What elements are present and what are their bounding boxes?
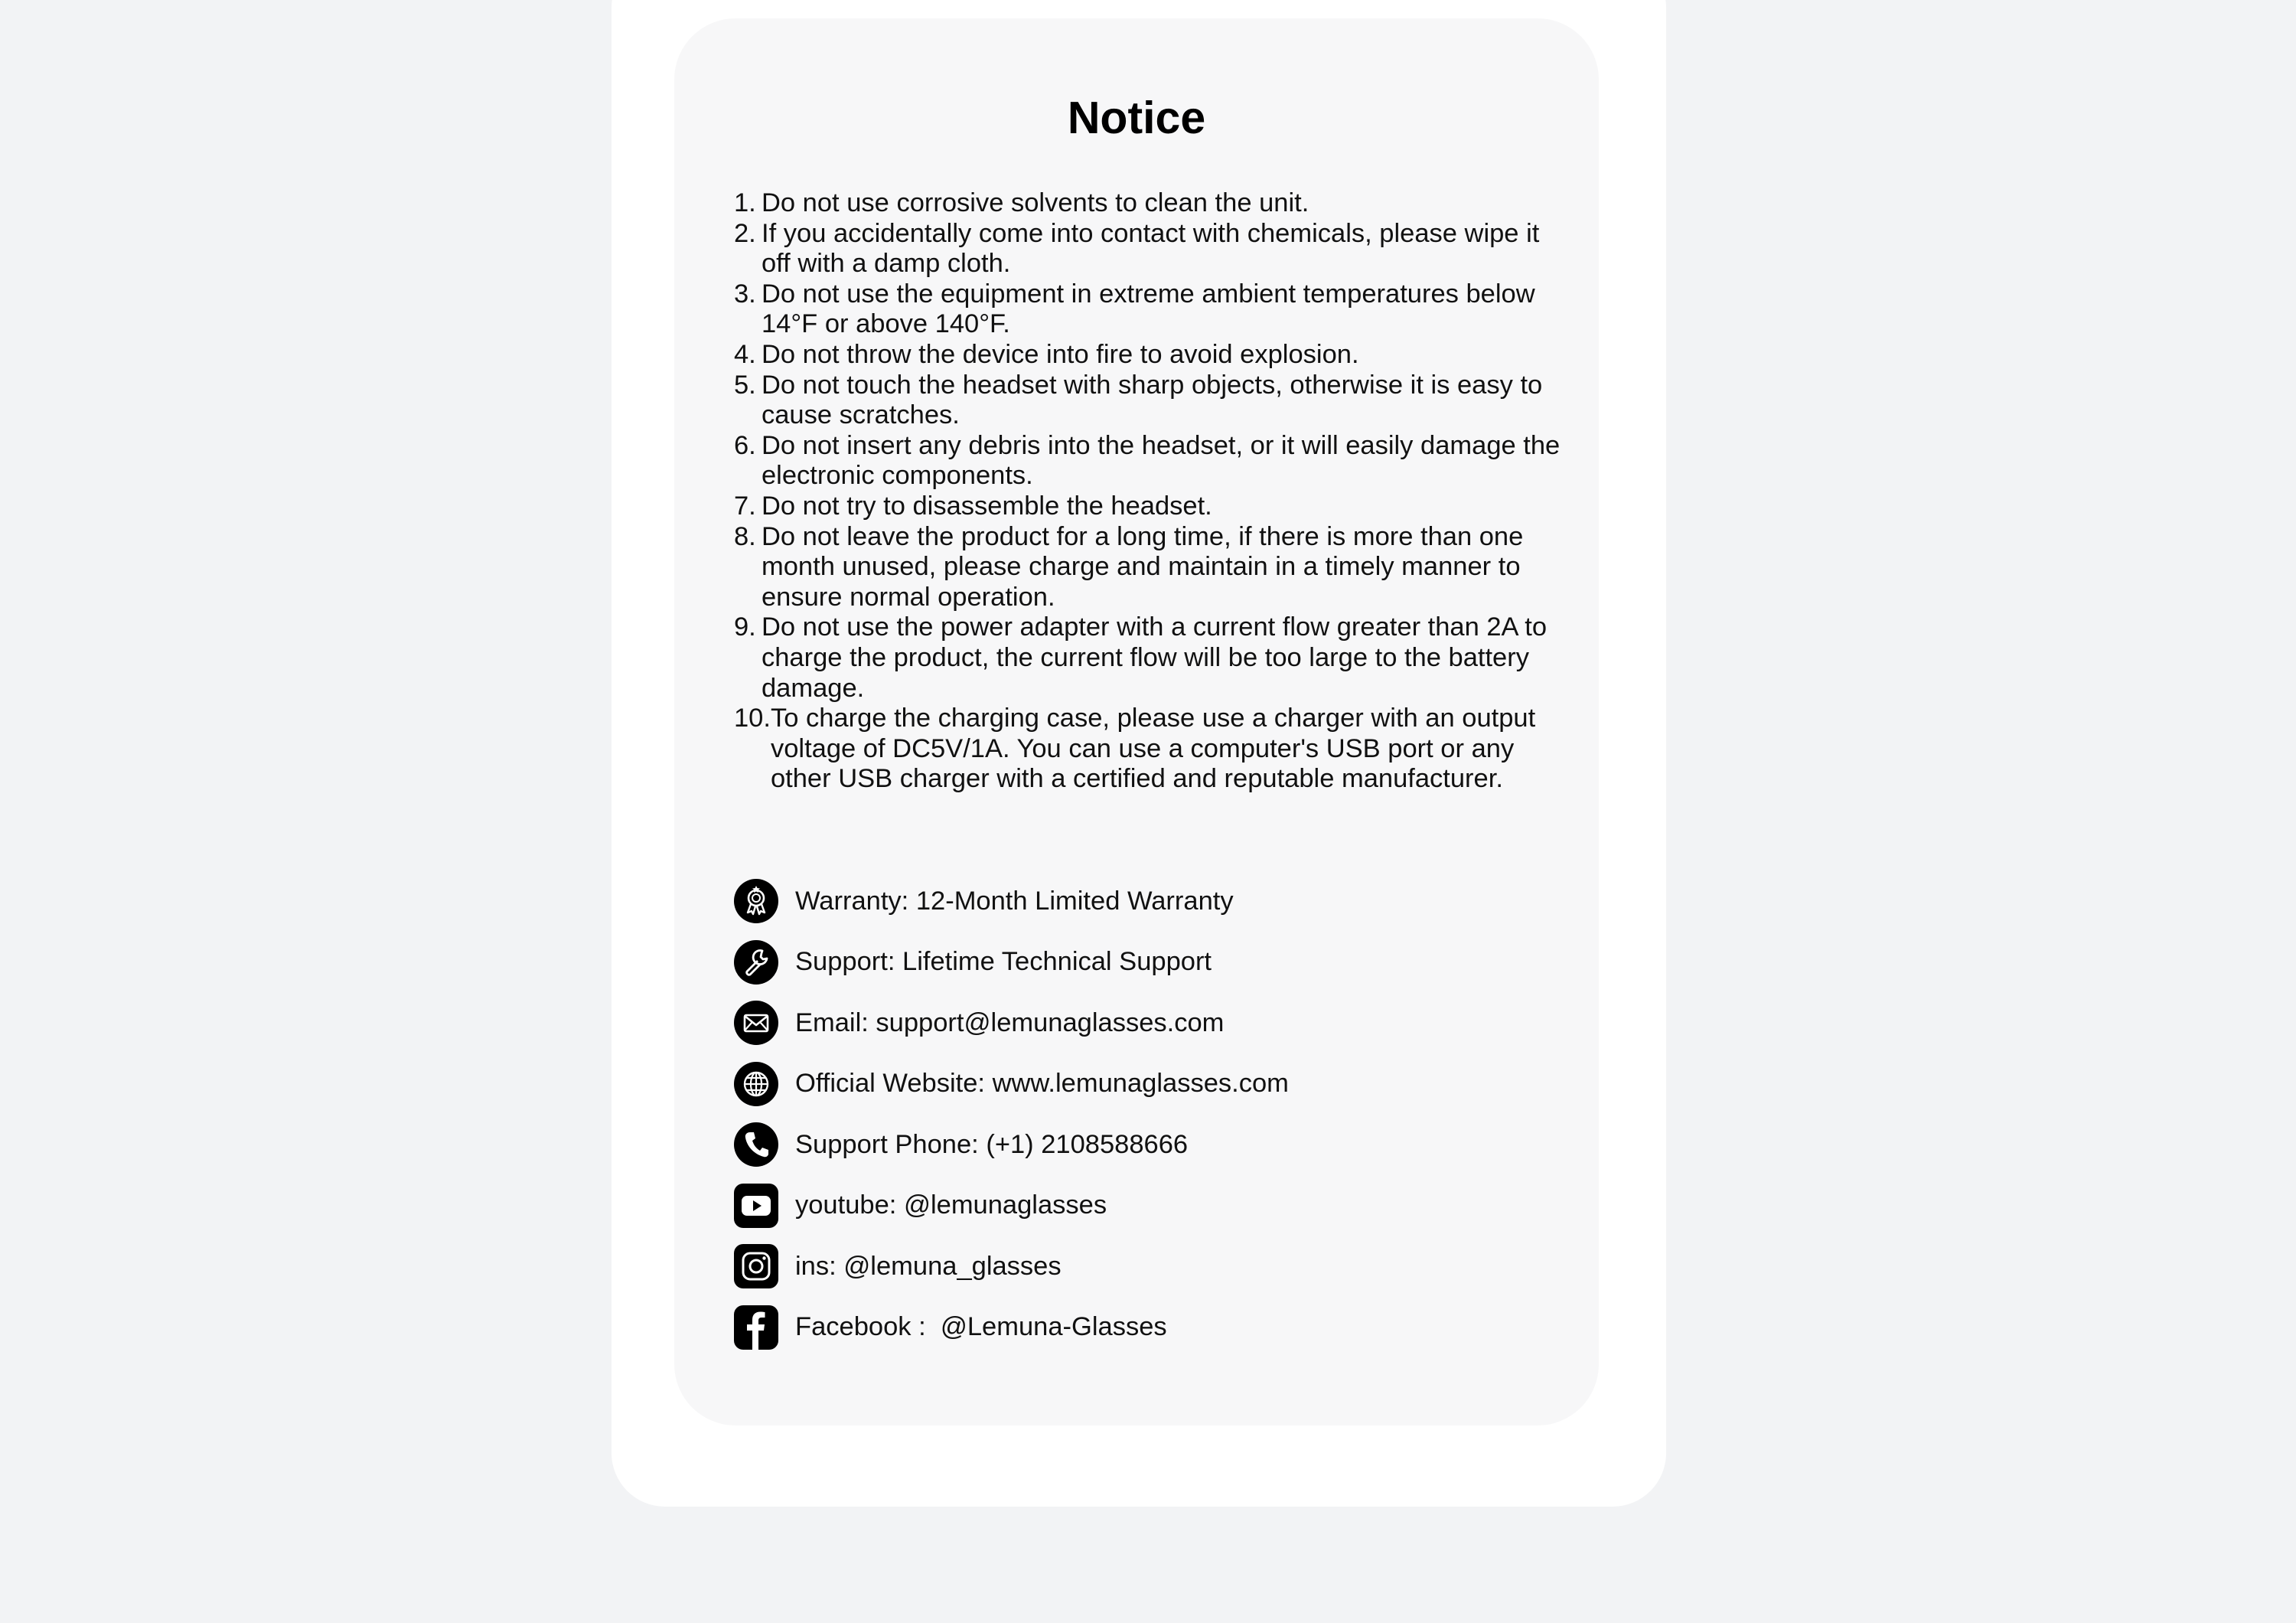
notice-item-text: To charge the charging case, please use a charger with an output voltage of DC5V/1A. You can use a computer's USB port or any other USB charger with a certified and reputable manufacturer. xyxy=(770,704,1536,794)
notice-item xyxy=(734,188,1561,219)
notice-list xyxy=(734,188,1561,795)
youtube-icon xyxy=(734,1184,778,1228)
notice-item xyxy=(734,522,1561,613)
notice-item-text: Do not try to disassemble the headset. xyxy=(762,491,1212,521)
contact-youtube-text[interactable]: youtube: @lemunaglasses xyxy=(795,1190,1107,1220)
notice-item-text: Do not use the power adapter with a current flow greater than 2A to charge the product, the current flow will be too large to the battery damage. xyxy=(762,612,1548,703)
notice-title: Notice xyxy=(1067,93,1206,143)
contact-warranty-text: Warranty: 12-Month Limited Warranty xyxy=(795,886,1234,916)
notice-item-text: If you accidentally come into contact with chemicals, please wipe it off with a damp cloth. xyxy=(762,218,1540,279)
notice-item-text: Do not use the equipment in extreme ambient temperatures below 14°F or above 140°F. xyxy=(762,279,1535,339)
notice-item-text: Do not throw the device into fire to avoid explosion. xyxy=(762,339,1359,369)
contact-instagram-text[interactable]: ins: @lemuna_glasses xyxy=(795,1251,1062,1281)
notice-item xyxy=(734,612,1561,704)
contact-support-text: Support: Lifetime Technical Support xyxy=(795,947,1212,976)
contact-instagram[interactable] xyxy=(734,1244,1289,1288)
contact-youtube[interactable] xyxy=(734,1184,1289,1228)
notice-item xyxy=(734,340,1561,371)
facebook-icon xyxy=(734,1305,778,1350)
notice-item-text: Do not leave the product for a long time, if there is more than one month unused, please charge and maintain in a timely manner to ensure normal operation. xyxy=(762,521,1524,612)
notice-item-number: 2. xyxy=(734,218,756,248)
contact-warranty xyxy=(734,879,1289,923)
notice-item-number: 1. xyxy=(734,188,756,217)
notice-item-number: 8. xyxy=(734,521,756,551)
contact-facebook[interactable] xyxy=(734,1305,1289,1350)
notice-item-number: 6. xyxy=(734,430,756,460)
notice-item-number: 4. xyxy=(734,339,756,369)
page-card xyxy=(612,0,1666,1507)
notice-item xyxy=(734,371,1561,431)
award-ribbon-icon xyxy=(734,879,778,923)
notice-item-number: 7. xyxy=(734,491,756,521)
notice-item xyxy=(734,704,1561,795)
globe-icon xyxy=(734,1062,778,1106)
contact-list xyxy=(734,879,1289,1366)
notice-item-text: Do not touch the headset with sharp objects, otherwise it is easy to cause scratches. xyxy=(762,370,1543,430)
contact-phone-text[interactable]: Support Phone: (+1) 2108588666 xyxy=(795,1129,1189,1159)
notice-item xyxy=(734,491,1561,522)
notice-item-number: 5. xyxy=(734,370,756,400)
contact-website[interactable] xyxy=(734,1062,1289,1106)
contact-facebook-text[interactable]: Facebook : @Lemuna-Glasses xyxy=(795,1312,1167,1341)
notice-item xyxy=(734,431,1561,491)
notice-item-number: 10. xyxy=(734,704,771,733)
notice-panel xyxy=(674,18,1599,1425)
notice-item-text: Do not use corrosive solvents to clean the unit. xyxy=(762,188,1309,217)
notice-item-number: 9. xyxy=(734,612,756,642)
instagram-icon xyxy=(734,1244,778,1288)
notice-item-number: 3. xyxy=(734,279,756,309)
phone-icon xyxy=(734,1122,778,1167)
contact-email-text[interactable]: Email: support@lemunaglasses.com xyxy=(795,1007,1225,1037)
notice-item-text: Do not insert any debris into the headset, or it will easily damage the electronic components. xyxy=(762,430,1561,491)
contact-support xyxy=(734,940,1289,985)
wrench-icon xyxy=(734,940,778,985)
contact-email[interactable] xyxy=(734,1001,1289,1045)
envelope-icon xyxy=(734,1001,778,1045)
contact-phone[interactable] xyxy=(734,1122,1289,1167)
notice-item xyxy=(734,279,1561,340)
contact-website-text[interactable]: Official Website: www.lemunaglasses.com xyxy=(795,1069,1289,1098)
notice-item xyxy=(734,219,1561,279)
